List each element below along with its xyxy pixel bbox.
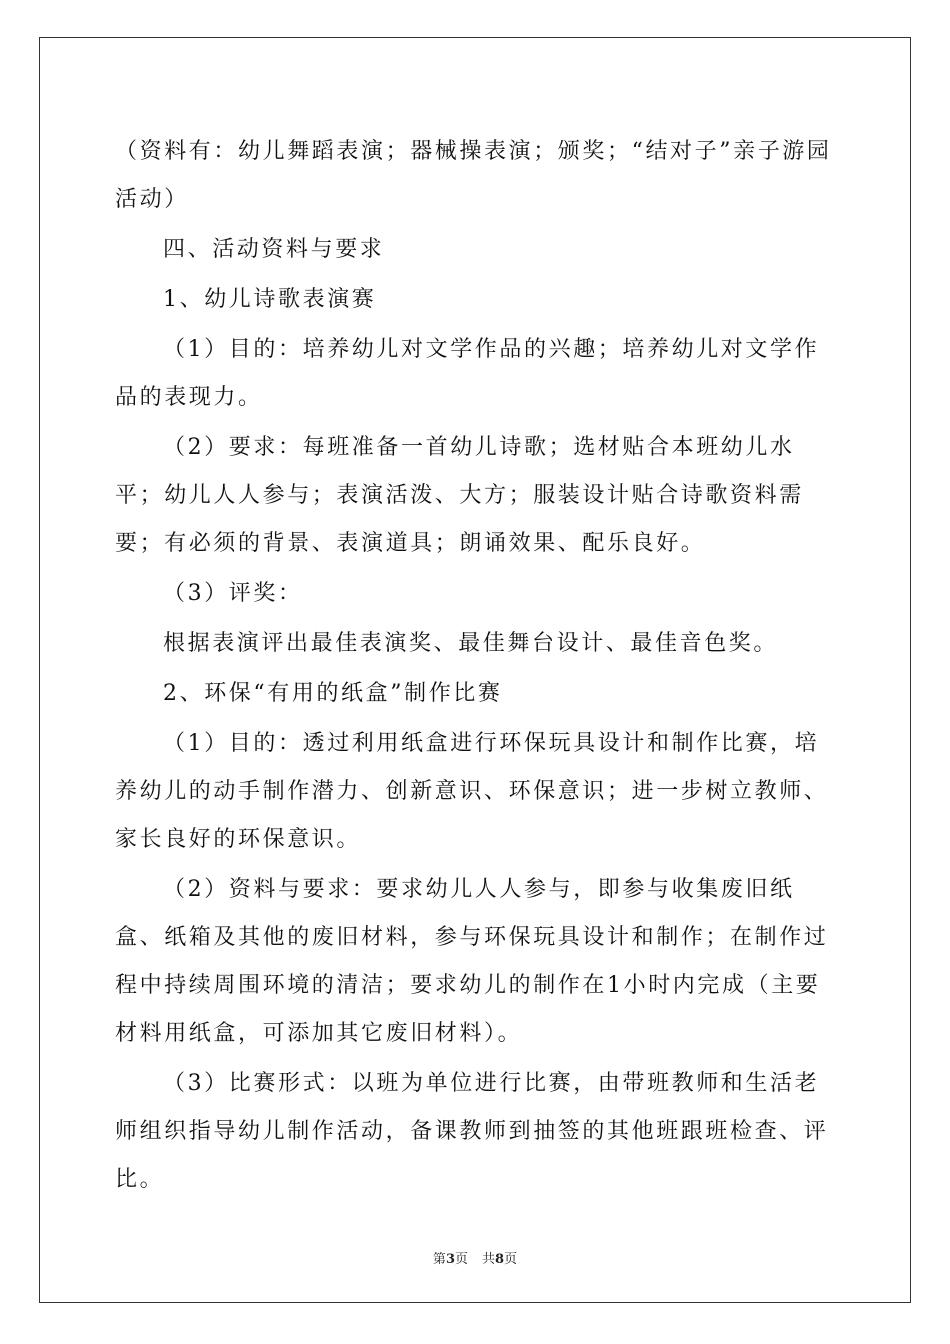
paragraph-poetry-purpose: （1）目的：培养幼儿对文学作品的兴趣；培养幼儿对文学作品的表现力。 xyxy=(115,337,820,410)
heading-carton-contest: 2、环保“有用的纸盒”制作比赛 xyxy=(163,681,503,706)
total-suffix: 页 xyxy=(504,1252,518,1267)
document-body xyxy=(115,128,835,1204)
paragraph-poetry-awards: 根据表演评出最佳表演奖、最佳舞台设计、最佳音色奖。 xyxy=(163,631,779,656)
paragraph-carton-requirements: （2）资料与要求：要求幼儿人人参与，即参与收集废旧纸盒、纸箱及其他的废旧材料，参与环保玩具设计和制作；在制作过程中持续周围环境的清洁；要求幼儿的制作在1小时内完成（主要材料用纸盒，可添加其它废旧材料）。 xyxy=(115,877,829,1046)
heading-activity-requirements: 四、活动资料与要求 xyxy=(163,237,385,262)
page-number: 3 xyxy=(445,1252,455,1267)
paragraph-carton-purpose: （1）目的：透过利用纸盒进行环保玩具设计和制作比赛，培养幼儿的动手制作潜力、创新意识、环保意识；进一步树立教师、家长良好的环保意识。 xyxy=(115,731,829,852)
heading-poetry-contest: 1、幼儿诗歌表演赛 xyxy=(163,287,377,312)
page-suffix: 页 xyxy=(454,1252,468,1267)
paragraph-carton-format: （3）比赛形式：以班为单位进行比赛，由带班教师和生活老师组织指导幼儿制作活动，备课教师到抽签的其他班跟班检查、评比。 xyxy=(115,1071,829,1192)
paragraph-materials: （资料有：幼儿舞蹈表演；器械操表演；颁奖；“结对子”亲子游园活动） xyxy=(115,139,832,212)
page-prefix: 第 xyxy=(432,1252,446,1267)
page-footer xyxy=(0,1248,950,1267)
total-pages: 8 xyxy=(495,1252,505,1267)
total-prefix: 共 xyxy=(482,1252,496,1267)
paragraph-poetry-requirements: （2）要求：每班准备一首幼儿诗歌；选材贴合本班幼儿水平；幼儿人人参与；表演活泼、大方；服装设计贴合诗歌资料需要；有必须的背景、表演道具；朗诵效果、配乐良好。 xyxy=(115,435,804,556)
paragraph-poetry-awards-label: （3）评奖： xyxy=(163,581,303,606)
